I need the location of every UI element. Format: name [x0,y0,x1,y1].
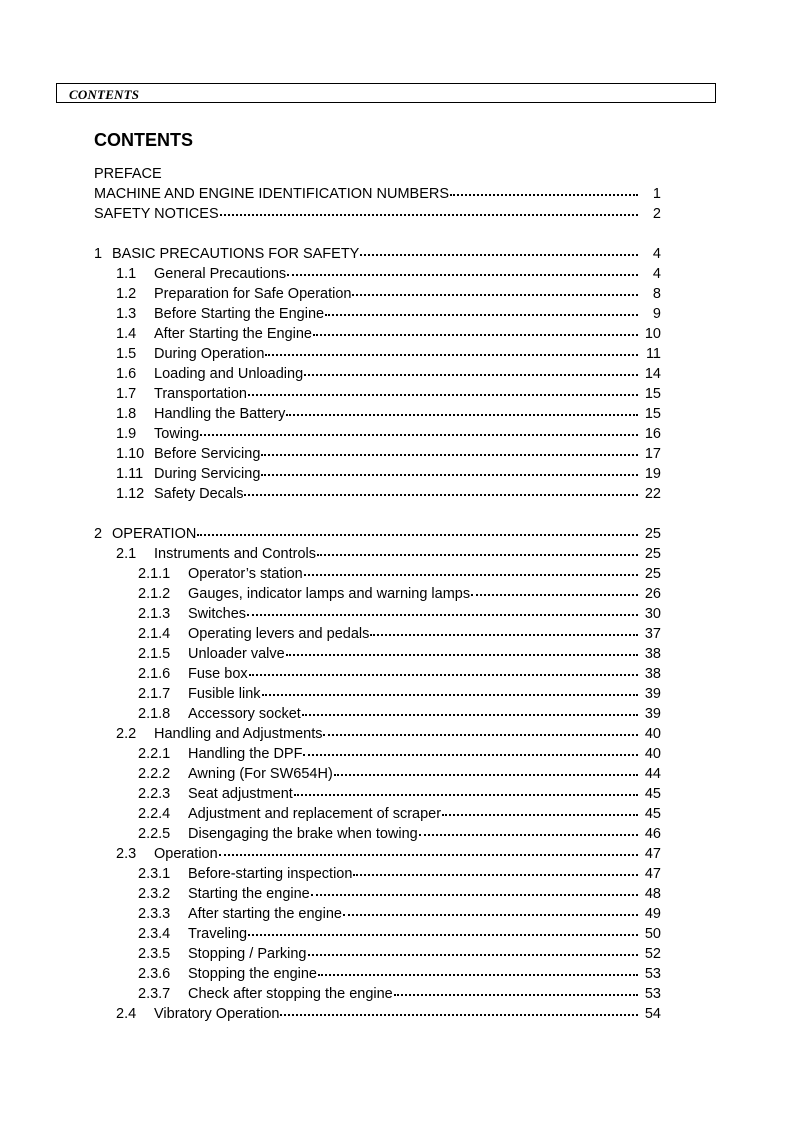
dot-leader [200,434,638,436]
toc-entry[interactable] [94,664,661,684]
toc-entry[interactable] [94,704,661,724]
dot-leader [220,214,638,216]
toc-entry[interactable] [94,964,661,984]
toc-entry-number: 1.12 [116,486,145,502]
dot-leader [286,654,638,656]
toc-entry-page: 39 [644,686,661,702]
dot-leader [249,674,638,676]
toc-entry-title: During Servicing [154,466,261,482]
toc-entry[interactable] [94,384,661,404]
dot-leader [308,954,639,956]
toc-entry-title: Instruments and Controls [154,546,316,562]
toc-entry-page: 22 [644,486,661,502]
toc-entry-title: Starting the engine [188,886,310,902]
toc-entry-title: General Precautions [154,266,287,282]
dot-leader [311,894,638,896]
toc-entry[interactable] [94,844,661,864]
toc-entry-number: 1.3 [116,306,137,322]
toc-entry[interactable] [94,184,661,204]
toc-entry-title: Gauges, indicator lamps and warning lamps [188,586,471,602]
toc-entry-title: After starting the engine [188,906,342,922]
running-header-box [56,83,716,103]
toc-entry-number: 2.3 [116,846,137,862]
dot-leader [304,374,638,376]
toc-entry[interactable] [94,344,661,364]
toc-entry-title: Handling and Adjustments [154,726,323,742]
toc-entry[interactable] [94,884,661,904]
toc-entry-page: 40 [644,746,661,762]
toc-entry-page: 14 [644,366,661,382]
dot-leader [442,814,638,816]
toc-entry-page: 40 [644,726,661,742]
toc-entry[interactable] [94,524,661,544]
toc-entry-title: Accessory socket [188,706,301,722]
toc-entry[interactable] [94,324,661,344]
toc-entry-title: Handling the Battery [154,406,286,422]
dot-leader [370,634,638,636]
toc-entry[interactable] [94,924,661,944]
toc-entry-page: 8 [652,286,661,302]
toc-entry-number: 2.3.6 [138,966,171,982]
toc-entry[interactable] [94,784,661,804]
page-title: CONTENTS [94,130,193,150]
toc-entry-page: 38 [644,646,661,662]
toc-entry-page: 53 [644,966,661,982]
toc-entry-number: 2.1.2 [138,586,171,602]
toc-entry-number: 2.3.5 [138,946,171,962]
toc-entry-title: Disengaging the brake when towing [188,826,418,842]
toc-entry[interactable] [94,464,661,484]
toc-entry[interactable] [94,944,661,964]
toc-entry-page: 10 [644,326,661,342]
dot-leader [287,274,638,276]
toc-entry-title: Switches [188,606,247,622]
dot-leader [219,854,638,856]
toc-entry-page: 48 [644,886,661,902]
toc-entry-title: Adjustment and replacement of scraper [188,806,442,822]
toc-entry-number: 1.9 [116,426,137,442]
dot-leader [394,994,638,996]
toc-entry-title: OPERATION [112,526,197,542]
toc-entry-page: 4 [652,266,661,282]
toc-entry-title: Traveling [188,926,248,942]
toc-entry-title: Transportation [154,386,247,402]
toc-entry-page: 39 [644,706,661,722]
dot-leader [197,534,638,536]
toc-entry-title: Handling the DPF [188,746,303,762]
toc-entry-page: 1 [652,186,661,202]
toc-entry[interactable] [94,164,661,184]
toc-entry-number: 2 [94,526,103,542]
toc-entry-page: 44 [644,766,661,782]
dot-leader [325,314,638,316]
toc-entry-page: 54 [644,1006,661,1022]
table-of-contents [94,164,661,1024]
toc-entry-page: 19 [644,466,661,482]
dot-leader [262,694,638,696]
toc-entry[interactable] [94,244,661,264]
toc-entry-number: 2.1.7 [138,686,171,702]
toc-entry-number: 1.5 [116,346,137,362]
dot-leader [294,794,638,796]
toc-entry-page: 52 [644,946,661,962]
toc-entry-title: Awning (For SW654H) [188,766,333,782]
dot-leader [313,334,638,336]
toc-entry-title: During Operation [154,346,265,362]
toc-entry-number: 2.2.4 [138,806,171,822]
toc-entry[interactable] [94,484,661,504]
dot-leader [450,194,638,196]
toc-entry[interactable] [94,604,661,624]
toc-entry-page: 2 [652,206,661,222]
toc-entry[interactable] [94,684,661,704]
toc-entry-number: 1.11 [116,466,144,482]
toc-entry[interactable] [94,984,661,1004]
dot-leader [244,494,638,496]
toc-entry-number: 1.8 [116,406,137,422]
toc-entry-number: 2.1.1 [138,566,171,582]
toc-entry-number: 2.2.1 [138,746,171,762]
toc-entry-number: 1.1 [116,266,137,282]
dot-leader [471,594,638,596]
toc-entry-page: 25 [644,546,661,562]
dot-leader [248,394,638,396]
toc-entry[interactable] [94,864,661,884]
toc-entry-page: 9 [652,306,661,322]
toc-entry-page: 45 [644,786,661,802]
toc-entry[interactable] [94,764,661,784]
toc-entry-page: 15 [644,386,661,402]
toc-entry-number: 1.2 [116,286,137,302]
toc-entry-title: After Starting the Engine [154,326,312,342]
dot-leader [303,754,638,756]
toc-entry-page: 50 [644,926,661,942]
toc-entry[interactable] [94,744,661,764]
toc-entry-title: Preparation for Safe Operation [154,286,352,302]
toc-entry-title: Before Starting the Engine [154,306,325,322]
toc-entry[interactable] [94,544,661,564]
toc-entry[interactable] [94,424,661,444]
toc-entry-number: 1.10 [116,446,145,462]
toc-entry[interactable] [94,1004,661,1024]
toc-entry-title: SAFETY NOTICES [94,206,219,222]
toc-entry-page: 25 [644,566,661,582]
dot-leader [317,554,638,556]
toc-entry-title: Loading and Unloading [154,366,304,382]
running-header-label: CONTENTS [69,87,140,102]
toc-entry-number: 1.7 [116,386,137,402]
toc-entry-title: Operator’s station [188,566,303,582]
toc-entry-number: 2.1.5 [138,646,171,662]
dot-leader [353,874,638,876]
dot-leader [360,254,638,256]
toc-entry[interactable] [94,204,661,224]
toc-entry-title: Check after stopping the engine [188,986,393,1002]
toc-entry[interactable] [94,264,661,284]
toc-entry[interactable] [94,824,661,844]
toc-entry-number: 1.4 [116,326,137,342]
toc-entry-page: 38 [644,666,661,682]
toc-entry-page: 15 [644,406,661,422]
toc-entry-title: Stopping / Parking [188,946,307,962]
toc-entry[interactable] [94,564,661,584]
toc-entry-number: 1 [94,246,103,262]
dot-leader [261,474,638,476]
dot-leader [304,574,638,576]
dot-leader [247,614,638,616]
toc-entry-number: 2.3.4 [138,926,171,942]
toc-entry[interactable] [94,624,661,644]
dot-leader [261,454,638,456]
toc-entry[interactable] [94,584,661,604]
toc-entry-page: 47 [644,866,661,882]
toc-entry-number: 2.1.4 [138,626,171,642]
dot-leader [265,354,638,356]
dot-leader [318,974,638,976]
toc-entry-page: 46 [644,826,661,842]
dot-leader [419,834,638,836]
toc-entry-title: Fuse box [188,666,248,682]
dot-leader [280,1014,638,1016]
toc-entry-title: MACHINE AND ENGINE IDENTIFICATION NUMBERS [94,186,450,202]
toc-entry-number: 2.1 [116,546,137,562]
toc-entry-page: 16 [644,426,661,442]
toc-entry-page: 47 [644,846,661,862]
toc-entry-page: 45 [644,806,661,822]
toc-entry[interactable] [94,284,661,304]
toc-entry-title: Operating levers and pedals [188,626,370,642]
toc-entry-number: 2.2.2 [138,766,171,782]
toc-entry-title: Vibratory Operation [154,1006,280,1022]
toc-entry-title: Before Servicing [154,446,261,462]
toc-entry-page: 4 [652,246,661,262]
toc-entry[interactable] [94,724,661,744]
toc-entry-page: 53 [644,986,661,1002]
toc-entry-page: 37 [644,626,661,642]
toc-entry-number: 1.6 [116,366,137,382]
toc-entry-number: 2.2 [116,726,137,742]
toc-entry-number: 2.4 [116,1006,137,1022]
toc-entry-title: Towing [154,426,200,442]
toc-entry[interactable] [94,364,661,384]
dot-leader [302,714,638,716]
toc-entry[interactable] [94,644,661,664]
toc-entry-number: 2.3.7 [138,986,171,1002]
toc-entry-number: 2.3.3 [138,906,171,922]
toc-entry-page: 17 [644,446,661,462]
toc-entry-title: BASIC PRECAUTIONS FOR SAFETY [112,246,360,262]
toc-entry-number: 2.3.2 [138,886,171,902]
dot-leader [248,934,638,936]
toc-entry[interactable] [94,444,661,464]
toc-entry-number: 2.1.3 [138,606,171,622]
toc-entry-page: 26 [644,586,661,602]
toc-entry[interactable] [94,304,661,324]
toc-entry-page: 11 [645,346,661,362]
toc-entry-title: Before-starting inspection [188,866,353,882]
toc-entry-page: 49 [644,906,661,922]
toc-entry-title: Fusible link [188,686,261,702]
toc-entry-number: 2.1.6 [138,666,171,682]
toc-entry[interactable] [94,804,661,824]
toc-entry-number: 2.3.1 [138,866,171,882]
toc-entry-page: 25 [644,526,661,542]
toc-entry-title: Safety Decals [154,486,244,502]
toc-entry-page: 30 [644,606,661,622]
toc-entry-number: 2.2.5 [138,826,171,842]
dot-leader [323,734,638,736]
dot-leader [334,774,638,776]
toc-entry-title: Operation [154,846,218,862]
toc-entry-number: 2.1.8 [138,706,171,722]
dot-leader [352,294,638,296]
dot-leader [343,914,638,916]
toc-entry-title: Stopping the engine [188,966,317,982]
toc-entry-title: Seat adjustment [188,786,293,802]
toc-entry[interactable] [94,904,661,924]
toc-entry-number: 2.2.3 [138,786,171,802]
toc-entry-title: PREFACE [94,166,162,182]
toc-entry[interactable] [94,404,661,424]
toc-entry-title: Unloader valve [188,646,285,662]
dot-leader [286,414,638,416]
